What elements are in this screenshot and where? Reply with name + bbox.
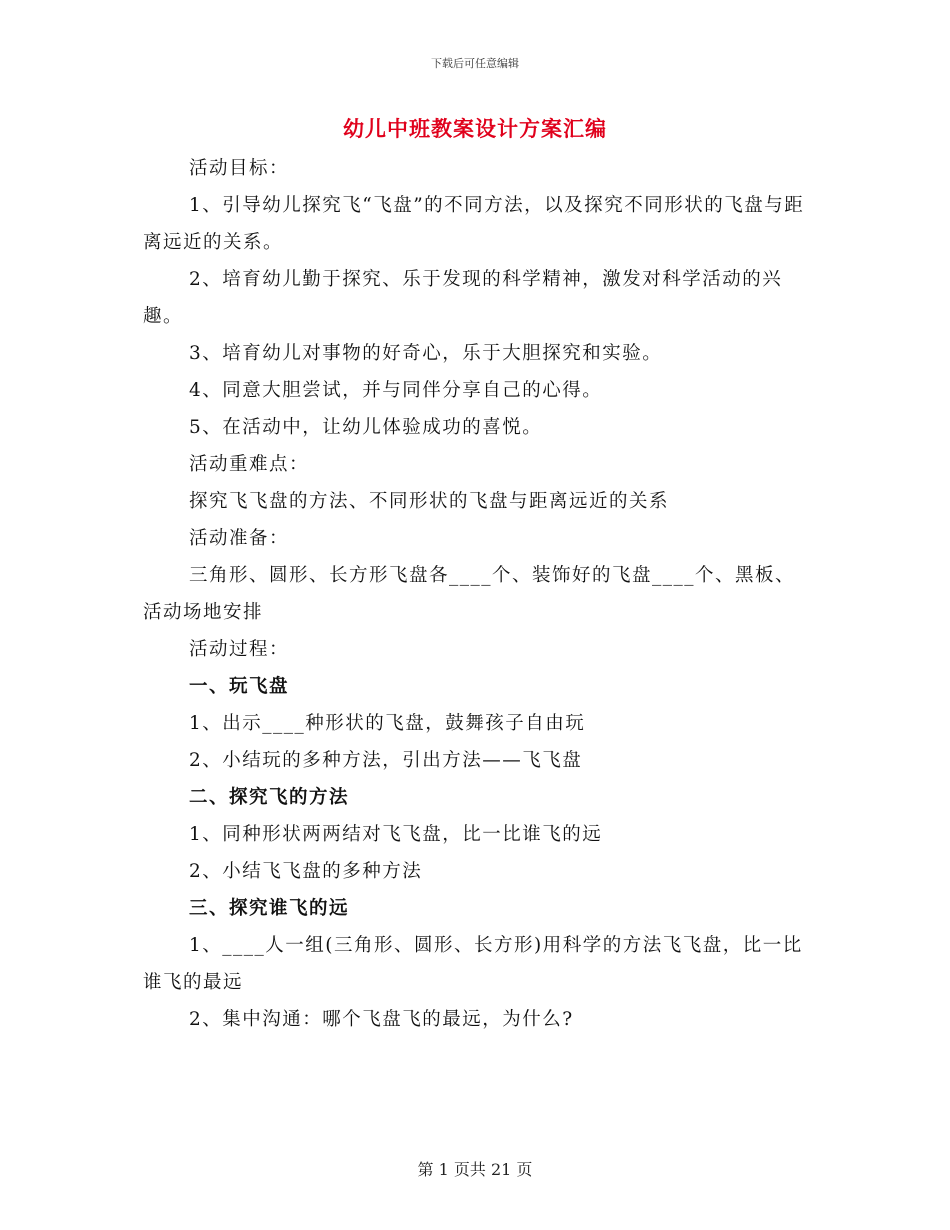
document-body — [143, 150, 808, 1038]
paragraph: 2、集中沟通：哪个飞盘飞的最远，为什么? — [189, 1009, 574, 1030]
page-footer: 第 1 页共 21 页 — [417, 1160, 533, 1179]
paragraph: 2、培育幼儿勤于探究、乐于发现的科学精神，激发对科学活动的兴趣。 — [143, 269, 783, 327]
paragraph: 1、同种形状两两结对飞飞盘，比一比谁飞的远 — [189, 824, 603, 845]
section-heading: 一、玩飞盘 — [189, 676, 290, 697]
paragraph: 1、引导幼儿探究飞“飞盘”的不同方法，以及探究不同形状的飞盘与距离远近的关系。 — [143, 195, 805, 253]
paragraph: 活动重难点： — [189, 454, 310, 475]
paragraph: 活动过程： — [189, 639, 290, 660]
paragraph: 三角形、圆形、长方形飞盘各____个、装饰好的飞盘____个、黑板、活动场地安排 — [143, 565, 796, 623]
paragraph: 2、小结玩的多种方法，引出方法——飞飞盘 — [189, 750, 583, 771]
paragraph: 探究飞飞盘的方法、不同形状的飞盘与距离远近的关系 — [189, 491, 670, 512]
page-header: 下载后可任意编辑 — [431, 57, 519, 70]
paragraph: 5、在活动中，让幼儿体验成功的喜悦。 — [189, 417, 543, 438]
paragraph: 4、同意大胆尝试，并与同伴分享自己的心得。 — [189, 380, 603, 401]
section-heading: 二、探究飞的方法 — [189, 787, 350, 808]
section-heading: 三、探究谁飞的远 — [189, 898, 350, 919]
paragraph: 活动目标： — [189, 158, 290, 179]
paragraph: 1、出示____种形状的飞盘，鼓舞孩子自由玩 — [189, 713, 586, 734]
paragraph: 3、培育幼儿对事物的好奇心，乐于大胆探究和实验。 — [189, 343, 663, 364]
document-title: 幼儿中班教案设计方案汇编 — [343, 116, 607, 141]
paragraph: 活动准备： — [189, 528, 290, 549]
paragraph: 2、小结飞飞盘的多种方法 — [189, 861, 423, 882]
paragraph: 1、____人一组(三角形、圆形、长方形)用科学的方法飞飞盘，比一比谁飞的最远 — [143, 935, 803, 993]
